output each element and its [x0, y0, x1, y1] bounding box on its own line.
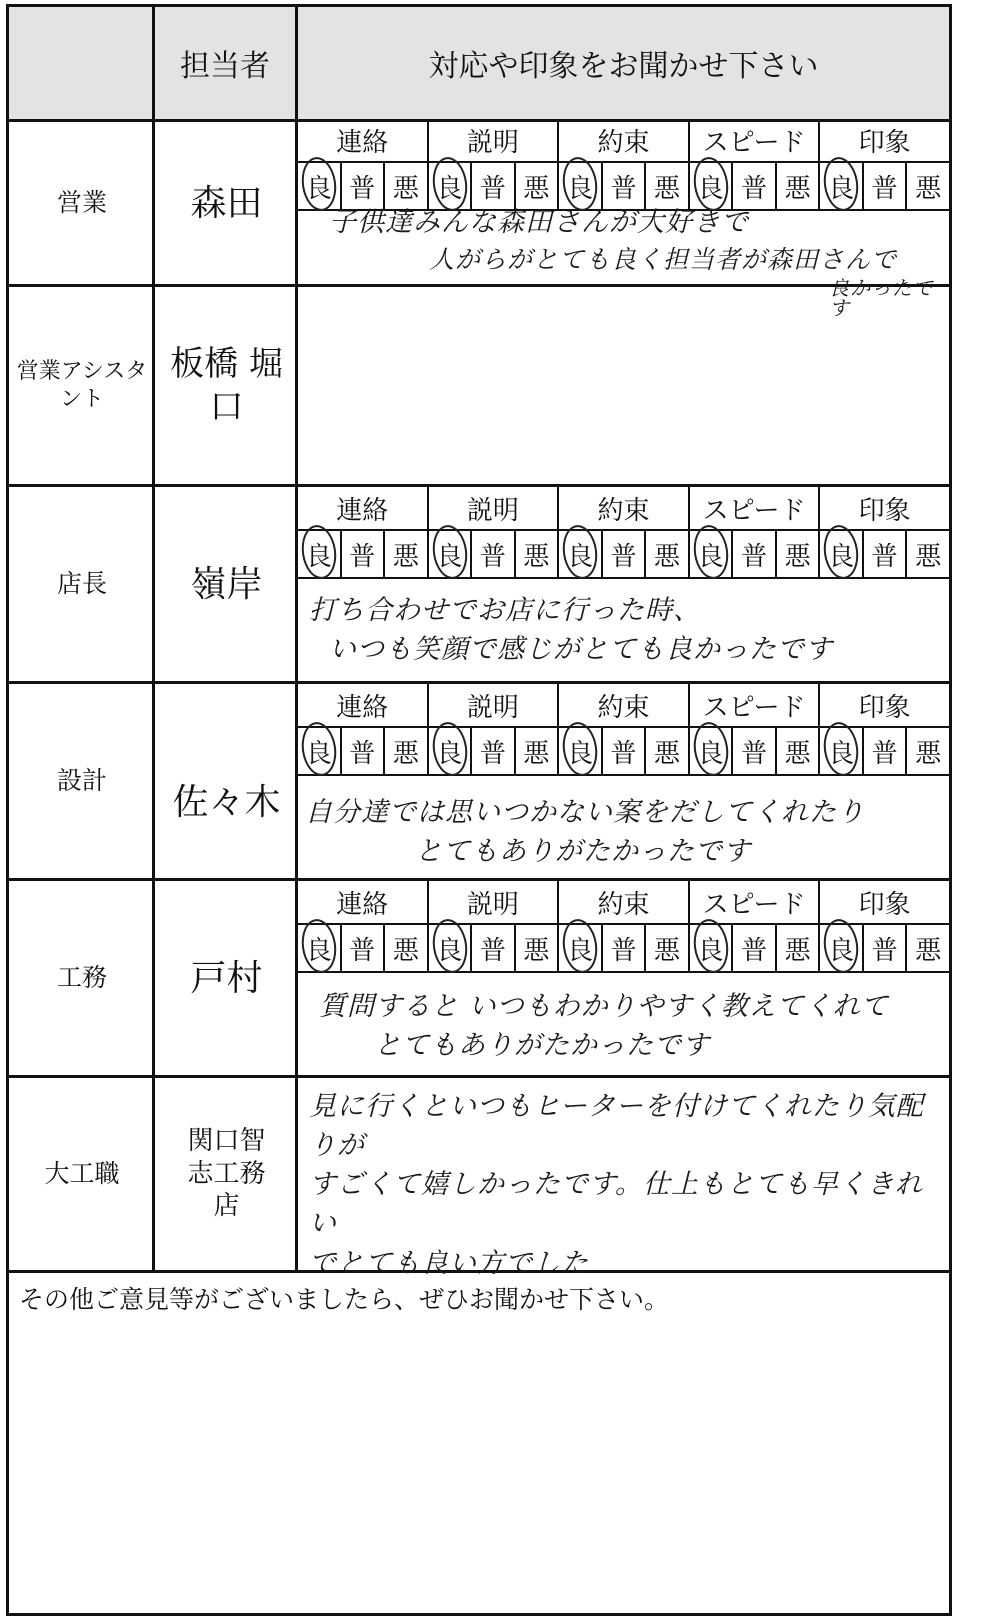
- option-good[interactable]: 良: [820, 163, 864, 209]
- person-sekiguchi-koumuten: 関口智志工務店: [187, 1126, 266, 1222]
- rating-grid-design: [298, 684, 949, 774]
- comment-carpentry: [309, 1087, 939, 1283]
- option-good[interactable]: 良: [429, 728, 473, 774]
- comment-design: [305, 793, 965, 871]
- option-bad[interactable]: 悪: [915, 541, 942, 572]
- option-bad[interactable]: 悪: [646, 531, 690, 577]
- other-comments-area[interactable]: [9, 1313, 949, 1613]
- option-bad[interactable]: 悪: [385, 728, 429, 774]
- person-minegishi: 嶺岸: [190, 563, 263, 605]
- person-itabashi-horiguchi: 板橋 堀口: [170, 344, 283, 427]
- category-explanation: 説明: [429, 487, 560, 529]
- option-normal[interactable]: 普: [733, 163, 777, 209]
- option-normal[interactable]: 普: [603, 925, 647, 971]
- option-bad[interactable]: 悪: [516, 925, 560, 971]
- category-impression: 印象: [858, 889, 911, 920]
- dept-store-manager: 店長: [56, 569, 107, 599]
- option-good[interactable]: 良: [559, 531, 603, 577]
- comment-line: とてもありがたかったです: [415, 836, 751, 868]
- option-good[interactable]: 良: [559, 163, 603, 209]
- comment-line: 見に行くといつもヒーターを付けてくれたり気配りが: [309, 1091, 924, 1162]
- category-promise: 約束: [559, 684, 690, 726]
- dept-sales-assistant: 営業アシスタント: [16, 359, 148, 412]
- comment-line: 人がらがとても良く担当者が森田さんで: [429, 245, 898, 275]
- option-good[interactable]: 良: [429, 531, 473, 577]
- category-contact: 連絡: [298, 881, 429, 923]
- category-promise: 約束: [559, 119, 690, 161]
- option-good[interactable]: 良: [820, 531, 864, 577]
- category-explanation: 説明: [429, 119, 560, 161]
- option-normal[interactable]: 普: [472, 531, 516, 577]
- option-bad[interactable]: 悪: [385, 925, 429, 971]
- dept-design: 設計: [56, 766, 107, 796]
- category-impression: 印象: [858, 127, 911, 158]
- option-normal[interactable]: 普: [342, 728, 386, 774]
- comment-line: 子供達みんな森田さんが大好きで: [329, 207, 749, 238]
- option-good[interactable]: 良: [559, 925, 603, 971]
- option-good[interactable]: 良: [820, 728, 864, 774]
- comment-line: とてもありがたかったです: [374, 1030, 710, 1062]
- person-column-header: 担当者: [180, 49, 270, 84]
- option-bad[interactable]: 悪: [915, 935, 942, 966]
- option-good[interactable]: 良: [690, 531, 734, 577]
- option-good[interactable]: 良: [559, 728, 603, 774]
- option-normal[interactable]: 普: [342, 925, 386, 971]
- feedback-column-header: 対応や印象をお聞かせ下さい: [428, 49, 819, 84]
- option-normal[interactable]: 普: [733, 728, 777, 774]
- option-normal[interactable]: 普: [603, 531, 647, 577]
- option-bad[interactable]: 悪: [777, 163, 821, 209]
- option-normal[interactable]: 普: [733, 531, 777, 577]
- option-bad[interactable]: 悪: [777, 925, 821, 971]
- category-explanation: 説明: [429, 881, 560, 923]
- category-contact: 連絡: [298, 119, 429, 161]
- comment-line: 打ち合わせでお店に行った時、: [309, 595, 701, 626]
- option-good[interactable]: 良: [690, 925, 734, 971]
- rating-grid-sales: [298, 119, 949, 209]
- option-bad[interactable]: 悪: [385, 531, 429, 577]
- category-contact: 連絡: [298, 487, 429, 529]
- dept-carpentry: 大工職: [44, 1159, 120, 1189]
- dept-construction: 工務: [56, 963, 107, 993]
- other-comments-label: その他ご意見等がございましたら、ぜひお聞かせ下さい。: [19, 1285, 670, 1314]
- option-bad[interactable]: 悪: [516, 163, 560, 209]
- option-bad[interactable]: 悪: [516, 728, 560, 774]
- category-speed: スピード: [690, 881, 821, 923]
- option-bad[interactable]: 悪: [915, 173, 942, 204]
- category-promise: 約束: [559, 487, 690, 529]
- comment-line: いつも笑顔で感じがとても良かったです: [329, 634, 833, 666]
- option-normal[interactable]: 普: [342, 163, 386, 209]
- comment-line: 質問すると いつもわかりやすく教えてくれて: [319, 991, 889, 1022]
- category-speed: スピード: [690, 119, 821, 161]
- person-morita: 森田: [190, 182, 263, 224]
- category-impression: 印象: [858, 495, 911, 526]
- option-good[interactable]: 良: [429, 163, 473, 209]
- category-explanation: 説明: [429, 684, 560, 726]
- option-bad[interactable]: 悪: [915, 738, 942, 769]
- category-speed: スピード: [690, 684, 821, 726]
- option-normal[interactable]: 普: [472, 728, 516, 774]
- survey-form: [6, 4, 952, 1616]
- option-good[interactable]: 良: [298, 163, 342, 209]
- person-tomura: 戸村: [190, 957, 263, 999]
- rating-grid-store-manager: [298, 487, 949, 577]
- category-impression: 印象: [858, 692, 911, 723]
- option-good[interactable]: 良: [820, 925, 864, 971]
- comment-line: でとても良い方でした: [309, 1247, 589, 1279]
- comment-construction: [319, 987, 979, 1065]
- dept-sales: 営業: [56, 188, 107, 218]
- option-good[interactable]: 良: [429, 925, 473, 971]
- option-normal[interactable]: 普: [864, 531, 908, 577]
- option-good[interactable]: 良: [298, 925, 342, 971]
- option-bad[interactable]: 悪: [646, 163, 690, 209]
- option-normal[interactable]: 普: [472, 163, 516, 209]
- option-normal[interactable]: 普: [733, 925, 777, 971]
- option-normal[interactable]: 普: [864, 728, 908, 774]
- option-normal[interactable]: 普: [472, 925, 516, 971]
- comment-line: 良かったです: [829, 276, 934, 321]
- comment-line: 自分達では思いつかない案をだしてくれたり: [305, 797, 865, 828]
- category-promise: 約束: [559, 881, 690, 923]
- option-good[interactable]: 良: [298, 531, 342, 577]
- option-normal[interactable]: 普: [603, 163, 647, 209]
- option-bad[interactable]: 悪: [646, 925, 690, 971]
- person-sasaki: 佐々木: [172, 781, 281, 823]
- rating-grid-construction: [298, 881, 949, 971]
- comment-store-manager: [309, 591, 969, 669]
- option-good[interactable]: 良: [298, 728, 342, 774]
- option-normal[interactable]: 普: [864, 925, 908, 971]
- option-bad[interactable]: 悪: [777, 531, 821, 577]
- option-normal[interactable]: 普: [342, 531, 386, 577]
- option-normal[interactable]: 普: [864, 163, 908, 209]
- option-bad[interactable]: 悪: [646, 728, 690, 774]
- option-bad[interactable]: 悪: [385, 163, 429, 209]
- category-contact: 連絡: [298, 684, 429, 726]
- comment-sales: [309, 203, 939, 321]
- option-normal[interactable]: 普: [603, 728, 647, 774]
- option-good[interactable]: 良: [690, 163, 734, 209]
- category-speed: スピード: [690, 487, 821, 529]
- option-bad[interactable]: 悪: [516, 531, 560, 577]
- comment-line: すごくて嬉しかったです。仕上もとても早くきれい: [309, 1169, 923, 1240]
- option-bad[interactable]: 悪: [777, 728, 821, 774]
- option-good[interactable]: 良: [690, 728, 734, 774]
